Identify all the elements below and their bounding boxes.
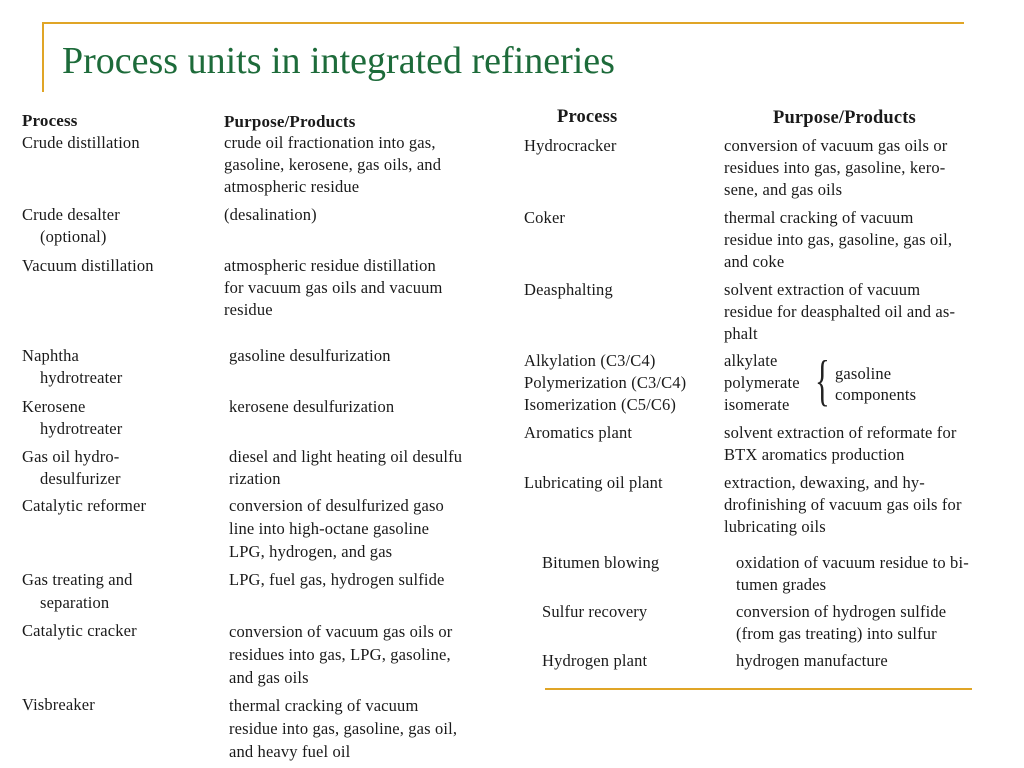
left-purpose-line: LPG, hydrogen, and gas	[229, 542, 393, 561]
left-purpose-line: thermal cracking of vacuum	[229, 696, 419, 715]
left-purpose-line: gasoline, kerosene, gas oils, and	[224, 155, 442, 174]
left-header-process: Process	[22, 111, 78, 130]
page-title: Process units in integrated refineries	[62, 40, 615, 82]
right-purpose-line: residue into gas, gasoline, gas oil,	[724, 230, 953, 249]
left-purpose-line: for vacuum gas oils and vacuum	[224, 278, 443, 297]
right-purpose-line: residue for deasphalted oil and as-	[724, 302, 956, 321]
brace-label-line: components	[835, 385, 917, 404]
right-process-line: Isomerization (C5/C6)	[524, 395, 677, 414]
right-purpose-line: isomerate	[724, 395, 790, 414]
left-header-purpose: Purpose/Products	[224, 112, 356, 131]
left-process-line: Crude distillation	[22, 133, 140, 152]
right-header-process: Process	[557, 107, 618, 127]
right-process-line: Lubricating oil plant	[524, 473, 663, 492]
left-purpose-line: residue into gas, gasoline, gas oil,	[229, 719, 458, 738]
right-purpose-line: BTX aromatics production	[724, 445, 905, 464]
right-process-line: Sulfur recovery	[542, 602, 648, 621]
right-purpose-line: lubricating oils	[724, 517, 826, 536]
left-purpose-line: diesel and light heating oil desulfu	[229, 447, 463, 466]
right-purpose-line: solvent extraction of reformate for	[724, 423, 957, 442]
left-purpose-line: (desalination)	[224, 205, 317, 224]
left-process-line: separation	[40, 593, 110, 612]
right-process-line: Polymerization (C3/C4)	[524, 373, 687, 392]
left-process-line: Catalytic cracker	[22, 621, 137, 640]
left-purpose-line: and heavy fuel oil	[229, 742, 351, 761]
right-process-line: Bitumen blowing	[542, 553, 660, 572]
right-purpose-line: residues into gas, gasoline, kero-	[724, 158, 946, 177]
right-purpose-line: extraction, dewaxing, and hy-	[724, 473, 925, 492]
left-purpose-line: and gas oils	[229, 668, 309, 687]
right-process-line: Coker	[524, 208, 566, 227]
left-purpose-line: conversion of desulfurized gaso	[229, 496, 444, 515]
left-purpose-line: atmospheric residue distillation	[224, 256, 436, 275]
right-purpose-line: and coke	[724, 252, 785, 271]
right-purpose-line: conversion of vacuum gas oils or	[724, 136, 948, 155]
left-purpose-line: atmospheric residue	[224, 177, 360, 196]
left-process-line: desulfurizer	[40, 469, 121, 488]
right-purpose-line: tumen grades	[736, 575, 827, 594]
right-purpose-line: drofinishing of vacuum gas oils for	[724, 495, 962, 514]
right-process-line: Hydrogen plant	[542, 651, 648, 670]
left-purpose-line: LPG, fuel gas, hydrogen sulfide	[229, 570, 445, 589]
bottom-divider-rule	[545, 688, 972, 690]
right-purpose-line: sene, and gas oils	[724, 180, 843, 199]
right-process-line: Deasphalting	[524, 280, 613, 299]
left-purpose-line: kerosene desulfurization	[229, 397, 395, 416]
right-purpose-line: hydrogen manufacture	[736, 651, 888, 670]
right-process-line: Hydrocracker	[524, 136, 617, 155]
left-process-line: Catalytic reformer	[22, 496, 147, 515]
right-process-line: Aromatics plant	[524, 423, 633, 442]
right-purpose-line: oxidation of vacuum residue to bi-	[736, 553, 969, 572]
right-purpose-line: (from gas treating) into sulfur	[736, 624, 937, 643]
left-purpose-line: residue	[224, 300, 273, 319]
left-purpose-line: conversion of vacuum gas oils or	[229, 622, 453, 641]
left-purpose-line: line into high-octane gasoline	[229, 519, 430, 538]
curly-brace-icon: {	[815, 350, 830, 412]
left-process-line: Gas oil hydro-	[22, 447, 120, 466]
left-process-line: hydrotreater	[40, 368, 123, 387]
left-process-line: Gas treating and	[22, 570, 133, 589]
left-process-line: (optional)	[40, 227, 107, 246]
right-purpose-line: alkylate	[724, 351, 778, 370]
right-purpose-line: thermal cracking of vacuum	[724, 208, 914, 227]
right-purpose-line: conversion of hydrogen sulfide	[736, 602, 947, 621]
title-frame-top-rule	[42, 22, 964, 24]
left-purpose-line: rization	[229, 469, 281, 488]
left-process-line: hydrotreater	[40, 419, 123, 438]
brace-label-line: gasoline	[835, 364, 892, 383]
left-process-line: Vacuum distillation	[22, 256, 154, 275]
left-process-line: Naphtha	[22, 346, 79, 365]
right-purpose-line: solvent extraction of vacuum	[724, 280, 921, 299]
right-purpose-line: polymerate	[724, 373, 800, 392]
right-process-line: Alkylation (C3/C4)	[524, 351, 656, 370]
right-purpose-line: phalt	[724, 324, 758, 343]
left-purpose-line: crude oil fractionation into gas,	[224, 133, 436, 152]
left-purpose-line: gasoline desulfurization	[229, 346, 391, 365]
right-header-purpose: Purpose/Products	[773, 108, 916, 128]
left-process-line: Crude desalter	[22, 205, 120, 224]
left-process-line: Kerosene	[22, 397, 86, 416]
title-frame-left-rule	[42, 22, 44, 92]
left-purpose-line: residues into gas, LPG, gasoline,	[229, 645, 451, 664]
left-process-line: Visbreaker	[22, 695, 95, 714]
